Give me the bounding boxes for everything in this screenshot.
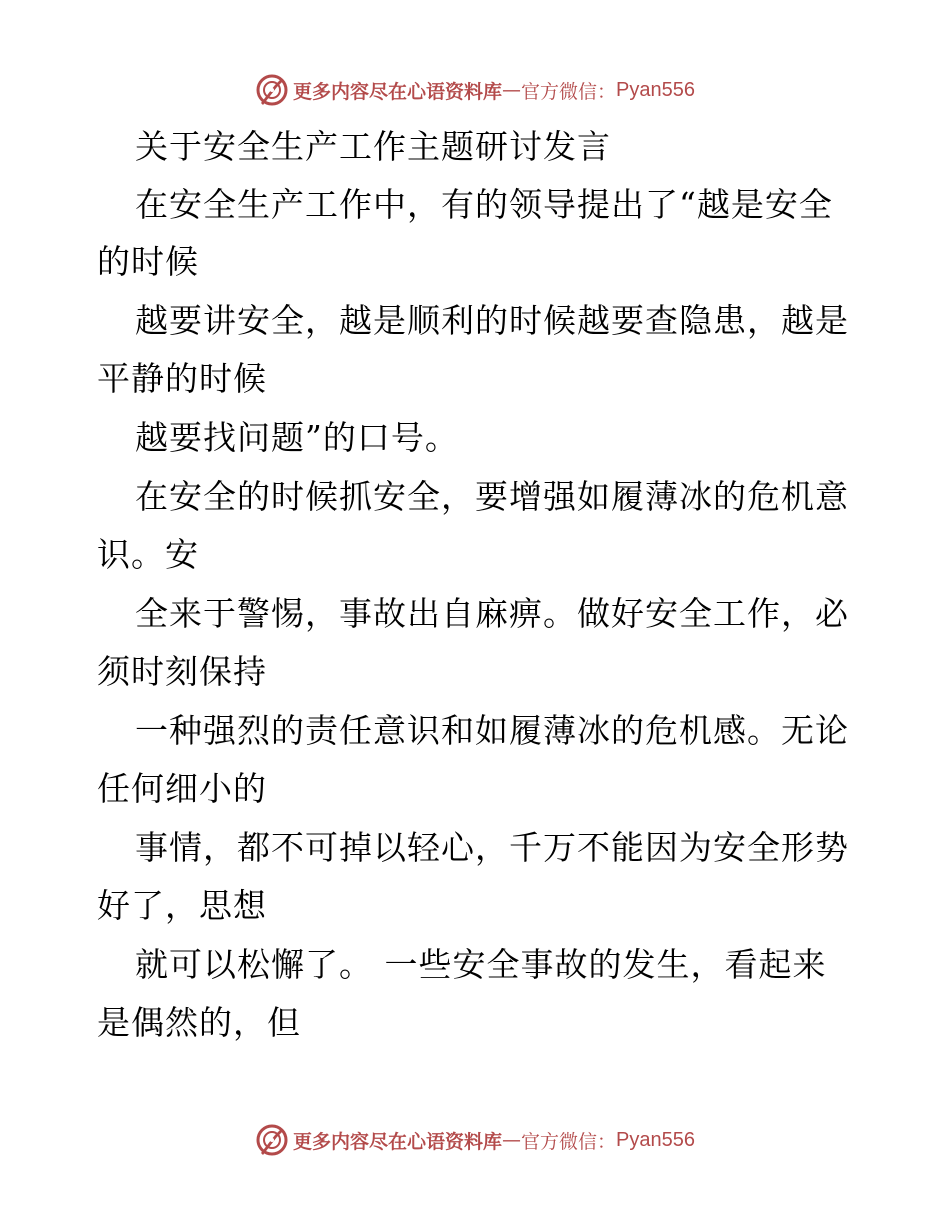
banner-wechat-label: 官方微信：: [521, 1130, 617, 1153]
document-title: 关于安全生产工作主题研讨发言: [135, 127, 611, 166]
pen-nib-logo-icon: [255, 73, 289, 107]
banner-title: 更多内容尽在心语资料库: [293, 80, 503, 103]
banner-separator: —: [502, 1129, 522, 1151]
paragraph-line: 在安全生产工作中，有的领导提出了“越是安全: [135, 185, 833, 224]
paragraph-line: 全来于警惕，事故出自麻痹。做好安全工作，必: [135, 594, 849, 633]
paragraph-line: 平静的时候: [97, 359, 267, 398]
paragraph-line: 须时刻保持: [97, 652, 267, 691]
banner-wechat-id: Pyan556: [616, 1128, 695, 1151]
paragraph-line: 是偶然的，但: [97, 1003, 301, 1042]
banner-title: 更多内容尽在心语资料库: [293, 1130, 503, 1153]
banner-wechat-label: 官方微信：: [521, 80, 617, 103]
paragraph-line: 越要找问题”的口号。: [135, 418, 459, 457]
paragraph-line: 一种强烈的责任意识和如履薄冰的危机感。无论: [135, 711, 849, 750]
paragraph-line: 的时候: [97, 242, 199, 281]
paragraph-line: 越要讲安全，越是顺利的时候越要查隐患，越是: [135, 301, 849, 340]
paragraph-line: 在安全的时候抓安全，要增强如履薄冰的危机意: [135, 477, 849, 516]
paragraph-line: 识。安: [97, 535, 199, 574]
paragraph-line: 事情，都不可掉以轻心，千万不能因为安全形势: [135, 828, 849, 867]
header-banner: [0, 70, 950, 110]
paragraph-line: 好了，思想: [97, 886, 267, 925]
banner-wechat-id: Pyan556: [616, 78, 695, 101]
banner-separator: —: [502, 79, 522, 101]
pen-nib-logo-icon: [255, 1123, 289, 1157]
footer-banner: [0, 1120, 950, 1160]
paragraph-line: 任何细小的: [97, 769, 267, 808]
paragraph-line: 就可以松懈了。 一些安全事故的发生，看起来: [135, 945, 827, 984]
